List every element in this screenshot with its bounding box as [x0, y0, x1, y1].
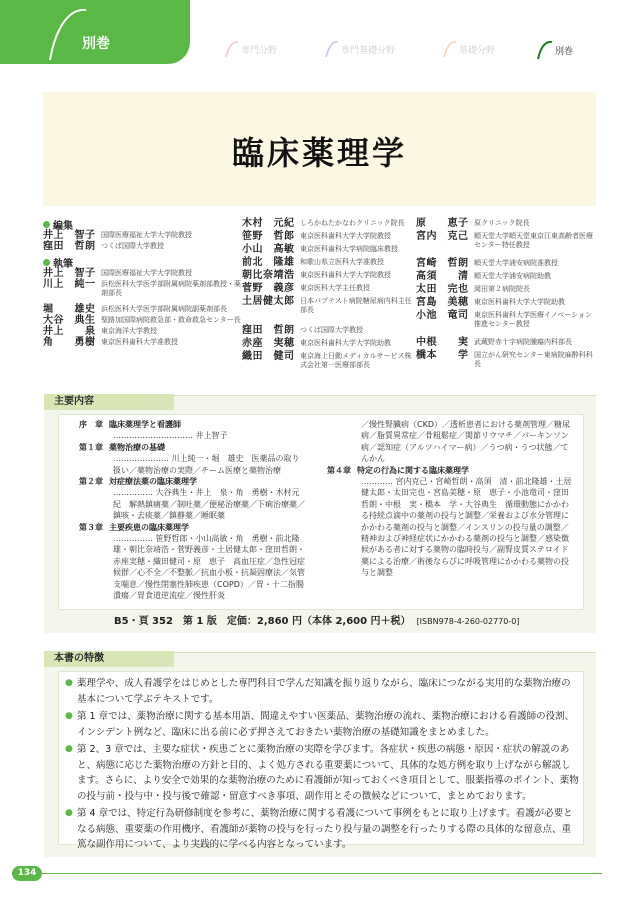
- person-row: 大谷 典生 聖路加国際病院救急部・救命救急センター長: [43, 315, 241, 326]
- contents-section: [44, 395, 596, 633]
- contents-col-right: [327, 419, 575, 579]
- contents-heading: 主要内容: [44, 394, 174, 410]
- nav-item-kiso[interactable]: [325, 40, 395, 58]
- person-row: 小池 竜司 東京医科歯科大学医療イノベーション推進センター教授: [416, 310, 593, 328]
- person-row: 橋本 学 国立がん研究センター東病院麻酔科科長: [416, 350, 593, 368]
- features-box: [58, 671, 584, 850]
- bullet-dot-icon: ●: [65, 744, 73, 754]
- person-row: 川上 純一 浜松医科大学医学部附属病院薬剤部教授・薬剤部長: [43, 279, 241, 297]
- nav-item-bekkan[interactable]: [537, 40, 573, 60]
- chapter-entry: 序 章 臨床薬理学と看護師 ………………………… 井上智子: [79, 420, 228, 441]
- publication-info: [114, 612, 519, 627]
- chapter-entry: 第３章 主要疾患の臨床薬理学 …………… 笹野哲郎・小山高敏・角 勇樹・前北隆雄・朝比奈靖浩・菅野義彦・土居健太郎・窪田哲朗・赤座実穂・織田健司・原 恵子 高血圧症／急性冠症候群／心不全／不整脈／抗血小板・抗凝固療法／気管支喘息／慢性閉塞性肺疾患（COPD）／胃・十二指腸潰瘍／胃食道逆流症／慢性肝炎: [79, 522, 305, 601]
- person-row: 木村 元紀 しろかねたかなわクリニック院長: [242, 218, 405, 229]
- person-row: 井上 泉 東京海洋大学教授: [43, 326, 157, 337]
- people-col-1: [43, 218, 241, 348]
- person-row: 笹野 哲郎 東京医科歯科大学大学院教授: [242, 231, 391, 242]
- bullet-dot-icon: [43, 221, 50, 228]
- swoosh-icon: [225, 40, 239, 58]
- section-heading: 執筆: [43, 256, 241, 268]
- title-box: [43, 92, 596, 206]
- people-col-2: [242, 218, 412, 370]
- feature-item: ● 薬理学や、成人看護学をはじめとした専門科目で学んだ知識を振り返りながら、臨床につながる実用的な薬物治療の基本について学ぶテキストです。: [65, 676, 579, 707]
- swoosh-icon: [325, 40, 339, 58]
- nav-item-senmon[interactable]: [225, 40, 277, 58]
- nav-item-kisobunya[interactable]: [443, 40, 495, 58]
- category-nav: [225, 40, 625, 60]
- page-number: 134: [12, 866, 42, 881]
- feature-item: ● 第 1 章では、薬物治療に関する基本用語、間違えやすい医薬品、薬物治療の流れ、薬物治療における看護師の役割、インシデント例など、臨床に出る前に必ず押さえておきたい薬物治療の基礎知識をまとめました。: [65, 709, 579, 740]
- footer-rule: [42, 873, 602, 874]
- person-row: 菅野 義彦 東京医科大学主任教授: [242, 283, 370, 294]
- features-section: [44, 652, 596, 857]
- contents-box: [58, 414, 584, 610]
- person-row: 原 恵子 原クリニック院長: [416, 218, 530, 229]
- swoosh-icon: [537, 40, 553, 60]
- chapter-continuation: ／慢性腎臓病（CKD）／透析患者における薬剤管理／糖尿病／脂質異常症／骨粗鬆症／関節リウマチ／パーキンソン病／認知症（アルツハイマー病）／うつ病・うつ状態／てんかん: [361, 420, 570, 464]
- feature-item: ● 第 2、3 章では、主要な症状・疾患ごとに薬物治療の実際を学びます。各症状・疾患の病態・原因・症状の解説のあと、病態に応じた薬物治療の方針と目的、よく処方される重要薬について、具体的な処方例を取り上げながら解説します。さらに、より安全で効果的な薬物治療のために看護師が知っておくべき項目として、服薬指導のポイント、薬物の投与前・投与中・投与後で確認・留意すべき事項、副作用とその徴候などについて、まとめております。: [65, 742, 579, 804]
- person-row: 宮島 美穂 東京医科歯科大学大学院助教: [416, 297, 565, 308]
- book-title: 臨床薬理学: [231, 134, 407, 172]
- feature-item: ● 第 4 章では、特定行為研修制度を参考に、薬物治療に関する看護について事例をもとに取り上げます。看護が必要となる病態、重要薬の作用機序、看護師が薬物の投与を行ったり投与量の調整を行ったりする際の具体的な留意点、重篤な副作用について、より実践的に学べる内容となっています。: [65, 806, 579, 853]
- person-row: 窪田 哲朗 つくば国際大学教授: [242, 325, 363, 336]
- isbn: [ISBN978-4-260-02770-0]: [416, 617, 520, 626]
- volume-tab-label: 別巻: [82, 36, 110, 52]
- people-col-3: [416, 218, 598, 369]
- person-row: 井上 智子 国際医療福祉大学大学院教授: [43, 230, 192, 241]
- person-row: 窪田 哲朗 つくば国際大学教授: [43, 241, 164, 252]
- nav-label: 専門基礎分野: [341, 45, 396, 56]
- bullet-dot-icon: ●: [65, 808, 73, 818]
- features-heading: 本書の特徴: [44, 651, 174, 667]
- person-row: 土居健太郎 日本バプテスト病院糖尿病内科主任部長: [242, 296, 412, 314]
- person-row: 角 勇樹 東京医科歯科大学准教授: [43, 337, 178, 348]
- nav-label: 基礎分野: [459, 45, 496, 56]
- nav-label: 専門分野: [241, 45, 278, 56]
- person-row: 太田 完也 岡田第２病院院長: [416, 284, 530, 295]
- chapter-entry: 第４章 特定の行為に関する臨床薬理学 ………… 宮内克己・宮崎哲朗・高須 清・前北隆雄・土居健太郎・太田完也・宮島美穂・原 恵子・小池竜司・窪田哲朗・中根 実・橋本 学・大谷典生 循環動態にかかわる持続点滴中の薬剤の投与と調整／栄養および水分管理にかかわる薬剤の投与と調整／インスリンの投与量の調整／精神および神経症状にかかわる薬剤の投与と調整／感染徴候がある者に対する薬物の臨時投与／副腎皮質ステロイド薬による治療／術後ならびに呼吸管理にかかわる薬物の投与と調整: [327, 465, 572, 578]
- person-row: 堀 雄史 浜松医科大学医学部附属病院副薬剤部長: [43, 304, 227, 315]
- nav-label: 別巻: [555, 46, 574, 57]
- person-row: 高須 清 順天堂大学浦安病院助教: [416, 271, 551, 282]
- person-row: 小山 高敏 東京医科歯科大学病院臨床教授: [242, 244, 398, 255]
- person-row: 前北 隆雄 和歌山県立医科大学准教授: [242, 257, 384, 268]
- swoosh-icon: [443, 40, 457, 58]
- person-row: 赤座 実穂 東京医科歯科大学大学院助教: [242, 338, 391, 349]
- person-row: 中根 実 武蔵野赤十字病院腫瘍内科部長: [416, 337, 572, 348]
- price-info: B5・頁 352 第 1 版 定価：2,860 円（本体 2,600 円＋税）: [114, 616, 411, 627]
- person-row: 宮崎 哲朗 順天堂大学浦安病院准教授: [416, 258, 558, 269]
- contents-col-left: [79, 419, 305, 602]
- bullet-dot-icon: ●: [65, 678, 73, 688]
- chapter-entry: 第２章 対症療法薬の臨床薬理学 …………… 大谷典生・井上 泉・角 勇樹・木村元紀 解熱鎮痛薬／制吐薬／便秘治療薬／下痢治療薬／鎮咳・去痰薬／鎮静薬／睡眠薬: [79, 477, 305, 521]
- person-row: 織田 健司 東京海上日動メディカルサービス株式会社第一医療部部長: [242, 351, 412, 369]
- section-heading: 編集: [43, 218, 241, 230]
- person-row: 朝比奈靖浩 東京医科歯科大学大学院教授: [242, 270, 391, 281]
- person-row: 宮内 克己 順天堂大学順天堂東京江東高齢者医療センター特任教授: [416, 231, 593, 249]
- volume-tab: [0, 0, 190, 64]
- person-row: 井上 智子 国際医療福祉大学大学院教授: [43, 268, 192, 279]
- chapter-entry: 第１章 薬物治療の基礎 ………………… 川上純一・堀 雄史 医薬品の取り扱い／薬物治療の実際／チーム医療と薬物治療: [79, 442, 300, 475]
- bullet-dot-icon: ●: [65, 711, 73, 721]
- bullet-dot-icon: [43, 259, 50, 266]
